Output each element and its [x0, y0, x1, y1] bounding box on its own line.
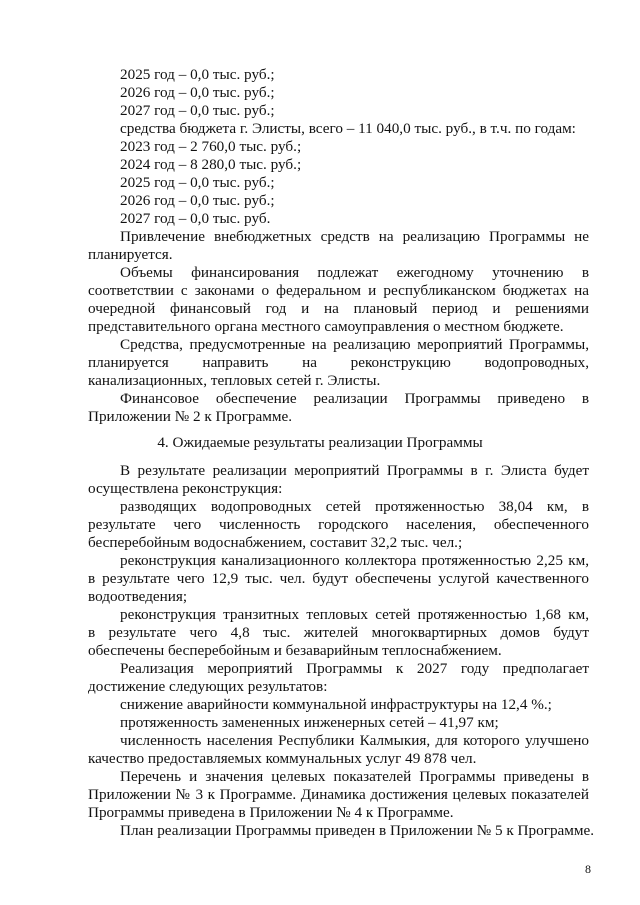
paragraph-line: представительного органа местного самоуправления о местном бюджете.: [88, 318, 564, 335]
paragraph-line: планируется.: [88, 246, 173, 263]
paragraph-line: Привлечение внебюджетных средств на реализацию Программы не: [120, 228, 589, 245]
text-line: средства бюджета г. Элисты, всего – 11 040,0 тыс. руб., в т.ч. по годам:: [120, 120, 576, 137]
paragraph-line: Приложении № 3 к Программе. Динамика достижения целевых показателей: [88, 786, 589, 803]
paragraph-line: реконструкция транзитных тепловых сетей протяженностью 1,68 км,: [120, 606, 589, 623]
text-line: 2026 год – 0,0 тыс. руб.;: [120, 192, 275, 209]
section-heading: 4. Ожидаемые результаты реализации Программы: [157, 434, 483, 451]
paragraph-line: реконструкция канализационного коллектора протяженностью 2,25 км,: [120, 552, 589, 569]
paragraph-line: достижение следующих результатов:: [88, 678, 328, 695]
paragraph-line: Средства, предусмотренные на реализацию мероприятий Программы,: [120, 336, 589, 353]
paragraph-line: Приложении № 2 к Программе.: [88, 408, 293, 425]
paragraph-line: в результате чего 12,9 тыс. чел. будут обеспечены услугой качественного: [88, 570, 589, 587]
paragraph-line: Программы приведена в Приложении № 4 к Программе.: [88, 804, 454, 821]
text-line: 2025 год – 0,0 тыс. руб.;: [120, 174, 275, 191]
text-line: 2024 год – 8 280,0 тыс. руб.;: [120, 156, 302, 173]
paragraph-line: обеспечены бесперебойным и безаварийным теплоснабжением.: [88, 642, 502, 659]
paragraph-line: разводящих водопроводных сетей протяженностью 38,04 км, в: [120, 498, 589, 515]
paragraph-line: Перечень и значения целевых показателей Программы приведены в: [120, 768, 589, 785]
paragraph-line: соответствии с законами о федеральном и республиканском бюджетах на: [88, 282, 589, 299]
paragraph-line: В результате реализации мероприятий Программы в г. Элиста будет: [120, 462, 589, 479]
text-line: 2027 год – 0,0 тыс. руб.: [120, 210, 271, 227]
paragraph-line: планируется направить на реконструкцию водопроводных,: [88, 354, 589, 371]
text-line: 2027 год – 0,0 тыс. руб.;: [120, 102, 275, 119]
page-number: 8: [585, 862, 591, 876]
paragraph-line: очередной финансовый год и на плановый период и решениями: [88, 300, 589, 317]
paragraph-line: Реализация мероприятий Программы к 2027 году предполагает: [120, 660, 589, 677]
paragraph-line: План реализации Программы приведен в Приложении № 5 к Программе.: [120, 822, 595, 839]
paragraph-line: результате чего численность городского населения, обеспеченного: [88, 516, 589, 533]
text-line: 2026 год – 0,0 тыс. руб.;: [120, 84, 275, 101]
paragraph-line: осуществлена реконструкция:: [88, 480, 283, 497]
paragraph-line: Объемы финансирования подлежат ежегодному уточнению в: [120, 264, 589, 281]
paragraph-line: в результате чего 4,8 тыс. жителей многоквартирных домов будут: [88, 624, 589, 641]
paragraph-line: качество предоставляемых коммунальных услуг 49 878 чел.: [88, 750, 477, 767]
paragraph-line: водоотведения;: [88, 588, 188, 605]
paragraph-line: Финансовое обеспечение реализации Программы приведено в: [120, 390, 589, 407]
text-line: 2025 год – 0,0 тыс. руб.;: [120, 66, 275, 83]
paragraph-line: снижение аварийности коммунальной инфраструктуры на 12,4 %.;: [120, 696, 552, 713]
paragraph-line: численность населения Республики Калмыкия, для которого улучшено: [120, 732, 589, 749]
text-line: 2023 год – 2 760,0 тыс. руб.;: [120, 138, 302, 155]
paragraph-line: канализационных, тепловых сетей г. Элисты.: [88, 372, 381, 389]
paragraph-line: бесперебойным водоснабжением, составит 32,2 тыс. чел.;: [88, 534, 463, 551]
paragraph-line: протяженность замененных инженерных сетей – 41,97 км;: [120, 714, 499, 731]
